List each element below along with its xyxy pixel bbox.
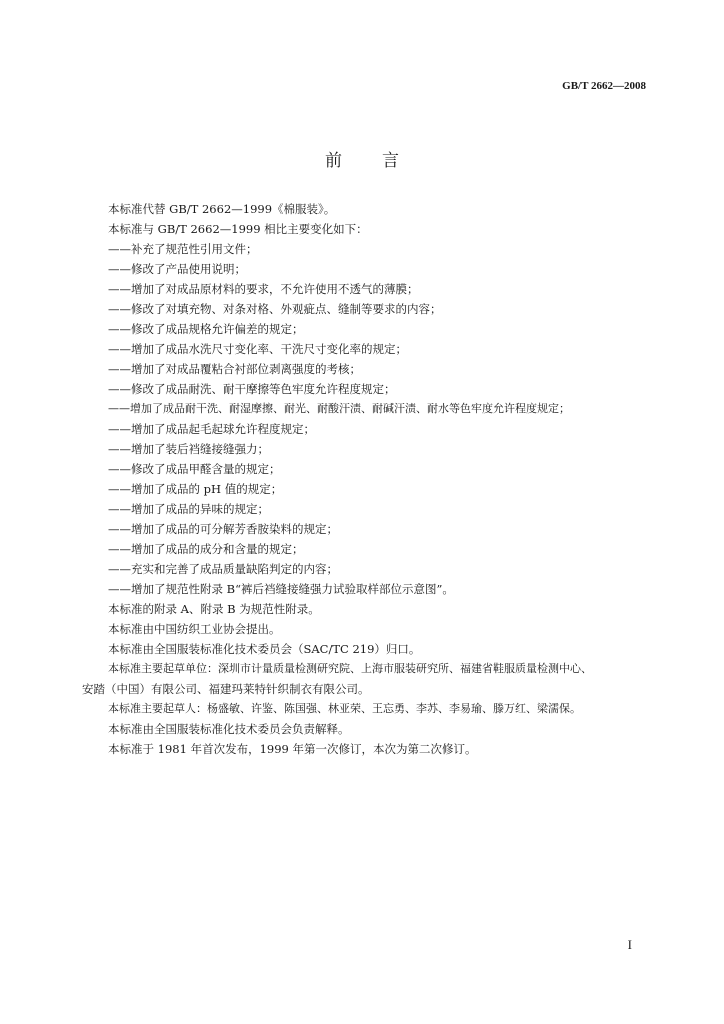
page-number: I <box>627 937 632 952</box>
text-line: ——增加了对成品原材料的要求，不允许使用不透气的薄膜； <box>108 282 419 296</box>
text-line: ——补充了规范性引用文件； <box>108 242 258 256</box>
text-line: ——增加了装后裆缝接缝强力； <box>108 442 269 456</box>
text-line: ——增加了成品的 pH 值的规定； <box>108 482 283 496</box>
text-line: ——增加了成品起毛起球允许程度规定； <box>108 422 315 436</box>
text-line: 本标准主要起草人：杨盛敏、许鉴、陈国强、林亚荣、王忘勇、李苏、李易瑜、滕万红、梁濡保。 <box>108 702 581 715</box>
text-line: ——增加了成品的可分解芳香胺染料的规定； <box>108 522 338 536</box>
text-line: 本标准由全国服装标准化技术委员会（SAC/TC 219）归口。 <box>108 642 421 656</box>
text-line: ——增加了成品的异味的规定； <box>108 502 269 516</box>
text-line: ——充实和完善了成品质量缺陷判定的内容； <box>108 562 338 576</box>
text-line: ——增加了对成品覆粘合衬部位剥离强度的考核； <box>108 362 361 376</box>
standard-code: GB/T 2662—2008 <box>562 80 646 92</box>
text-line: 本标准由全国服装标准化技术委员会负责解释。 <box>108 722 350 736</box>
text-line: ——修改了成品耐洗、耐干摩擦等色牢度允许程度规定； <box>108 382 396 396</box>
text-line: ——增加了成品水洗尺寸变化率、干洗尺寸变化率的规定； <box>108 342 407 356</box>
text-line: ——增加了规范性附录 B“裤后裆缝接缝强力试验取样部位示意图”。 <box>108 582 454 596</box>
text-line: 本标准主要起草单位：深圳市计量质量检测研究院、上海市服装研究所、福建省鞋服质量检测中心、 <box>108 662 592 675</box>
page-title: 前言 <box>325 151 439 171</box>
text-line: ——修改了产品使用说明； <box>108 262 246 276</box>
text-line: 本标准代替 GB/T 2662—1999《棉服装》。 <box>108 202 336 216</box>
text-line: 本标准于 1981 年首次发布，1999 年第一次修订，本次为第二次修订。 <box>108 742 477 756</box>
text-line: ——修改了成品甲醛含量的规定； <box>108 462 281 476</box>
text-line: 安踏（中国）有限公司、福建玛莱特针织制衣有限公司。 <box>82 682 370 696</box>
text-line: ——增加了成品耐干洗、耐湿摩擦、耐光、耐酸汗渍、耐碱汗渍、耐水等色牢度允许程度规定； <box>108 402 570 415</box>
text-line: 本标准与 GB/T 2662—1999 相比主要变化如下： <box>108 222 368 236</box>
text-line: 本标准的附录 A、附录 B 为规范性附录。 <box>108 602 320 616</box>
text-line: ——修改了成品规格允许偏差的规定； <box>108 322 304 336</box>
text-line: ——增加了成品的成分和含量的规定； <box>108 542 304 556</box>
text-line: ——修改了对填充物、对条对格、外观疵点、缝制等要求的内容； <box>108 302 442 316</box>
text-line: 本标准由中国纺织工业协会提出。 <box>108 622 281 636</box>
